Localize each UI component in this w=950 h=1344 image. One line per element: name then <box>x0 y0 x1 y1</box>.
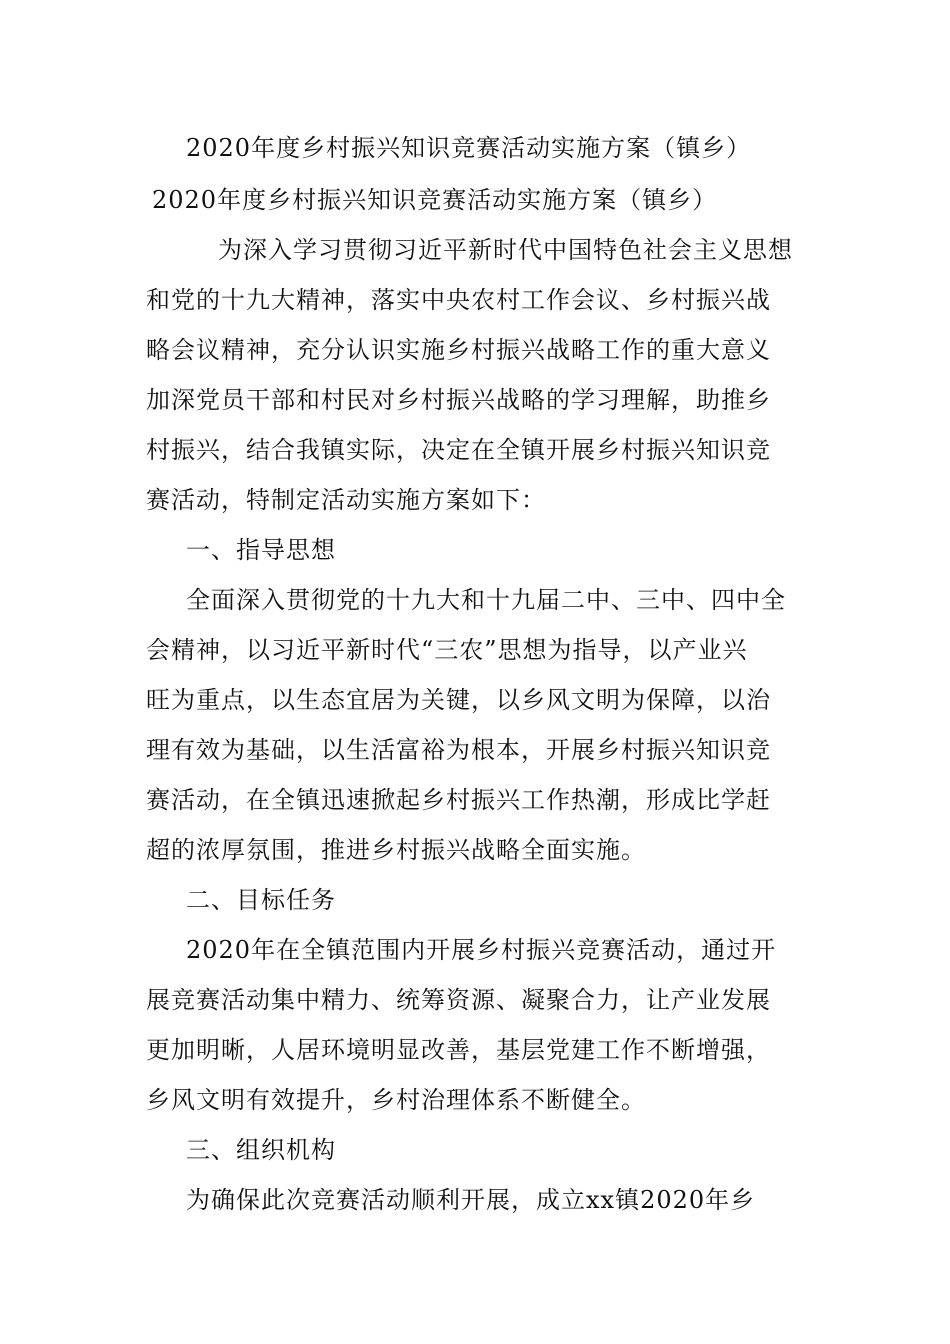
section-heading: 三、组织机构 <box>186 1136 336 1164</box>
paragraph-line: 乡风文明有效提升，乡村治理体系不断健全。 <box>146 1086 646 1114</box>
paragraph-line: 展竞赛活动集中精力、统筹资源、凝聚合力，让产业发展 <box>146 986 771 1014</box>
paragraph-line: 略会议精神，充分认识实施乡村振兴战略工作的重大意义 <box>146 336 771 364</box>
paragraph-line: 全面深入贯彻党的十九大和十九届二中、三中、四中全 <box>186 586 786 614</box>
paragraph-line: 赛活动，在全镇迅速掀起乡村振兴工作热潮，形成比学赶 <box>146 786 771 814</box>
paragraph-line: 赛活动，特制定活动实施方案如下： <box>146 486 546 514</box>
paragraph-line: 会精神，以习近平新时代“三农”思想为指导，以产业兴 <box>146 636 748 664</box>
paragraph-line: 理有效为基础，以生活富裕为根本，开展乡村振兴知识竞 <box>146 736 771 764</box>
paragraph-line: 村振兴，结合我镇实际，决定在全镇开展乡村振兴知识竞 <box>146 436 771 464</box>
section-heading: 一、指导思想 <box>186 536 336 564</box>
paragraph-line: 超的浓厚氛围，推进乡村振兴战略全面实施。 <box>146 836 646 864</box>
paragraph-line: 和党的十九大精神，落实中央农村工作会议、乡村振兴战 <box>146 286 771 314</box>
section-heading: 二、目标任务 <box>186 886 336 914</box>
paragraph-line: 更加明晰，人居环境明显改善，基层党建工作不断增强， <box>146 1036 771 1064</box>
paragraph-line: 为深入学习贯彻习近平新时代中国特色社会主义思想 <box>218 236 793 264</box>
paragraph-line: 加深党员干部和村民对乡村振兴战略的学习理解，助推乡 <box>146 386 771 414</box>
paragraph-line: 为确保此次竞赛活动顺利开展，成立xx镇2020年乡 <box>186 1186 756 1214</box>
document-subtitle: 2020年度乡村振兴知识竞赛活动实施方案（镇乡） <box>152 186 718 214</box>
paragraph-line: 2020年在全镇范围内开展乡村振兴竞赛活动，通过开 <box>186 936 777 964</box>
document-title: 2020年度乡村振兴知识竞赛活动实施方案（镇乡） <box>186 134 752 162</box>
paragraph-line: 旺为重点，以生态宜居为关键，以乡风文明为保障，以治 <box>146 686 771 714</box>
